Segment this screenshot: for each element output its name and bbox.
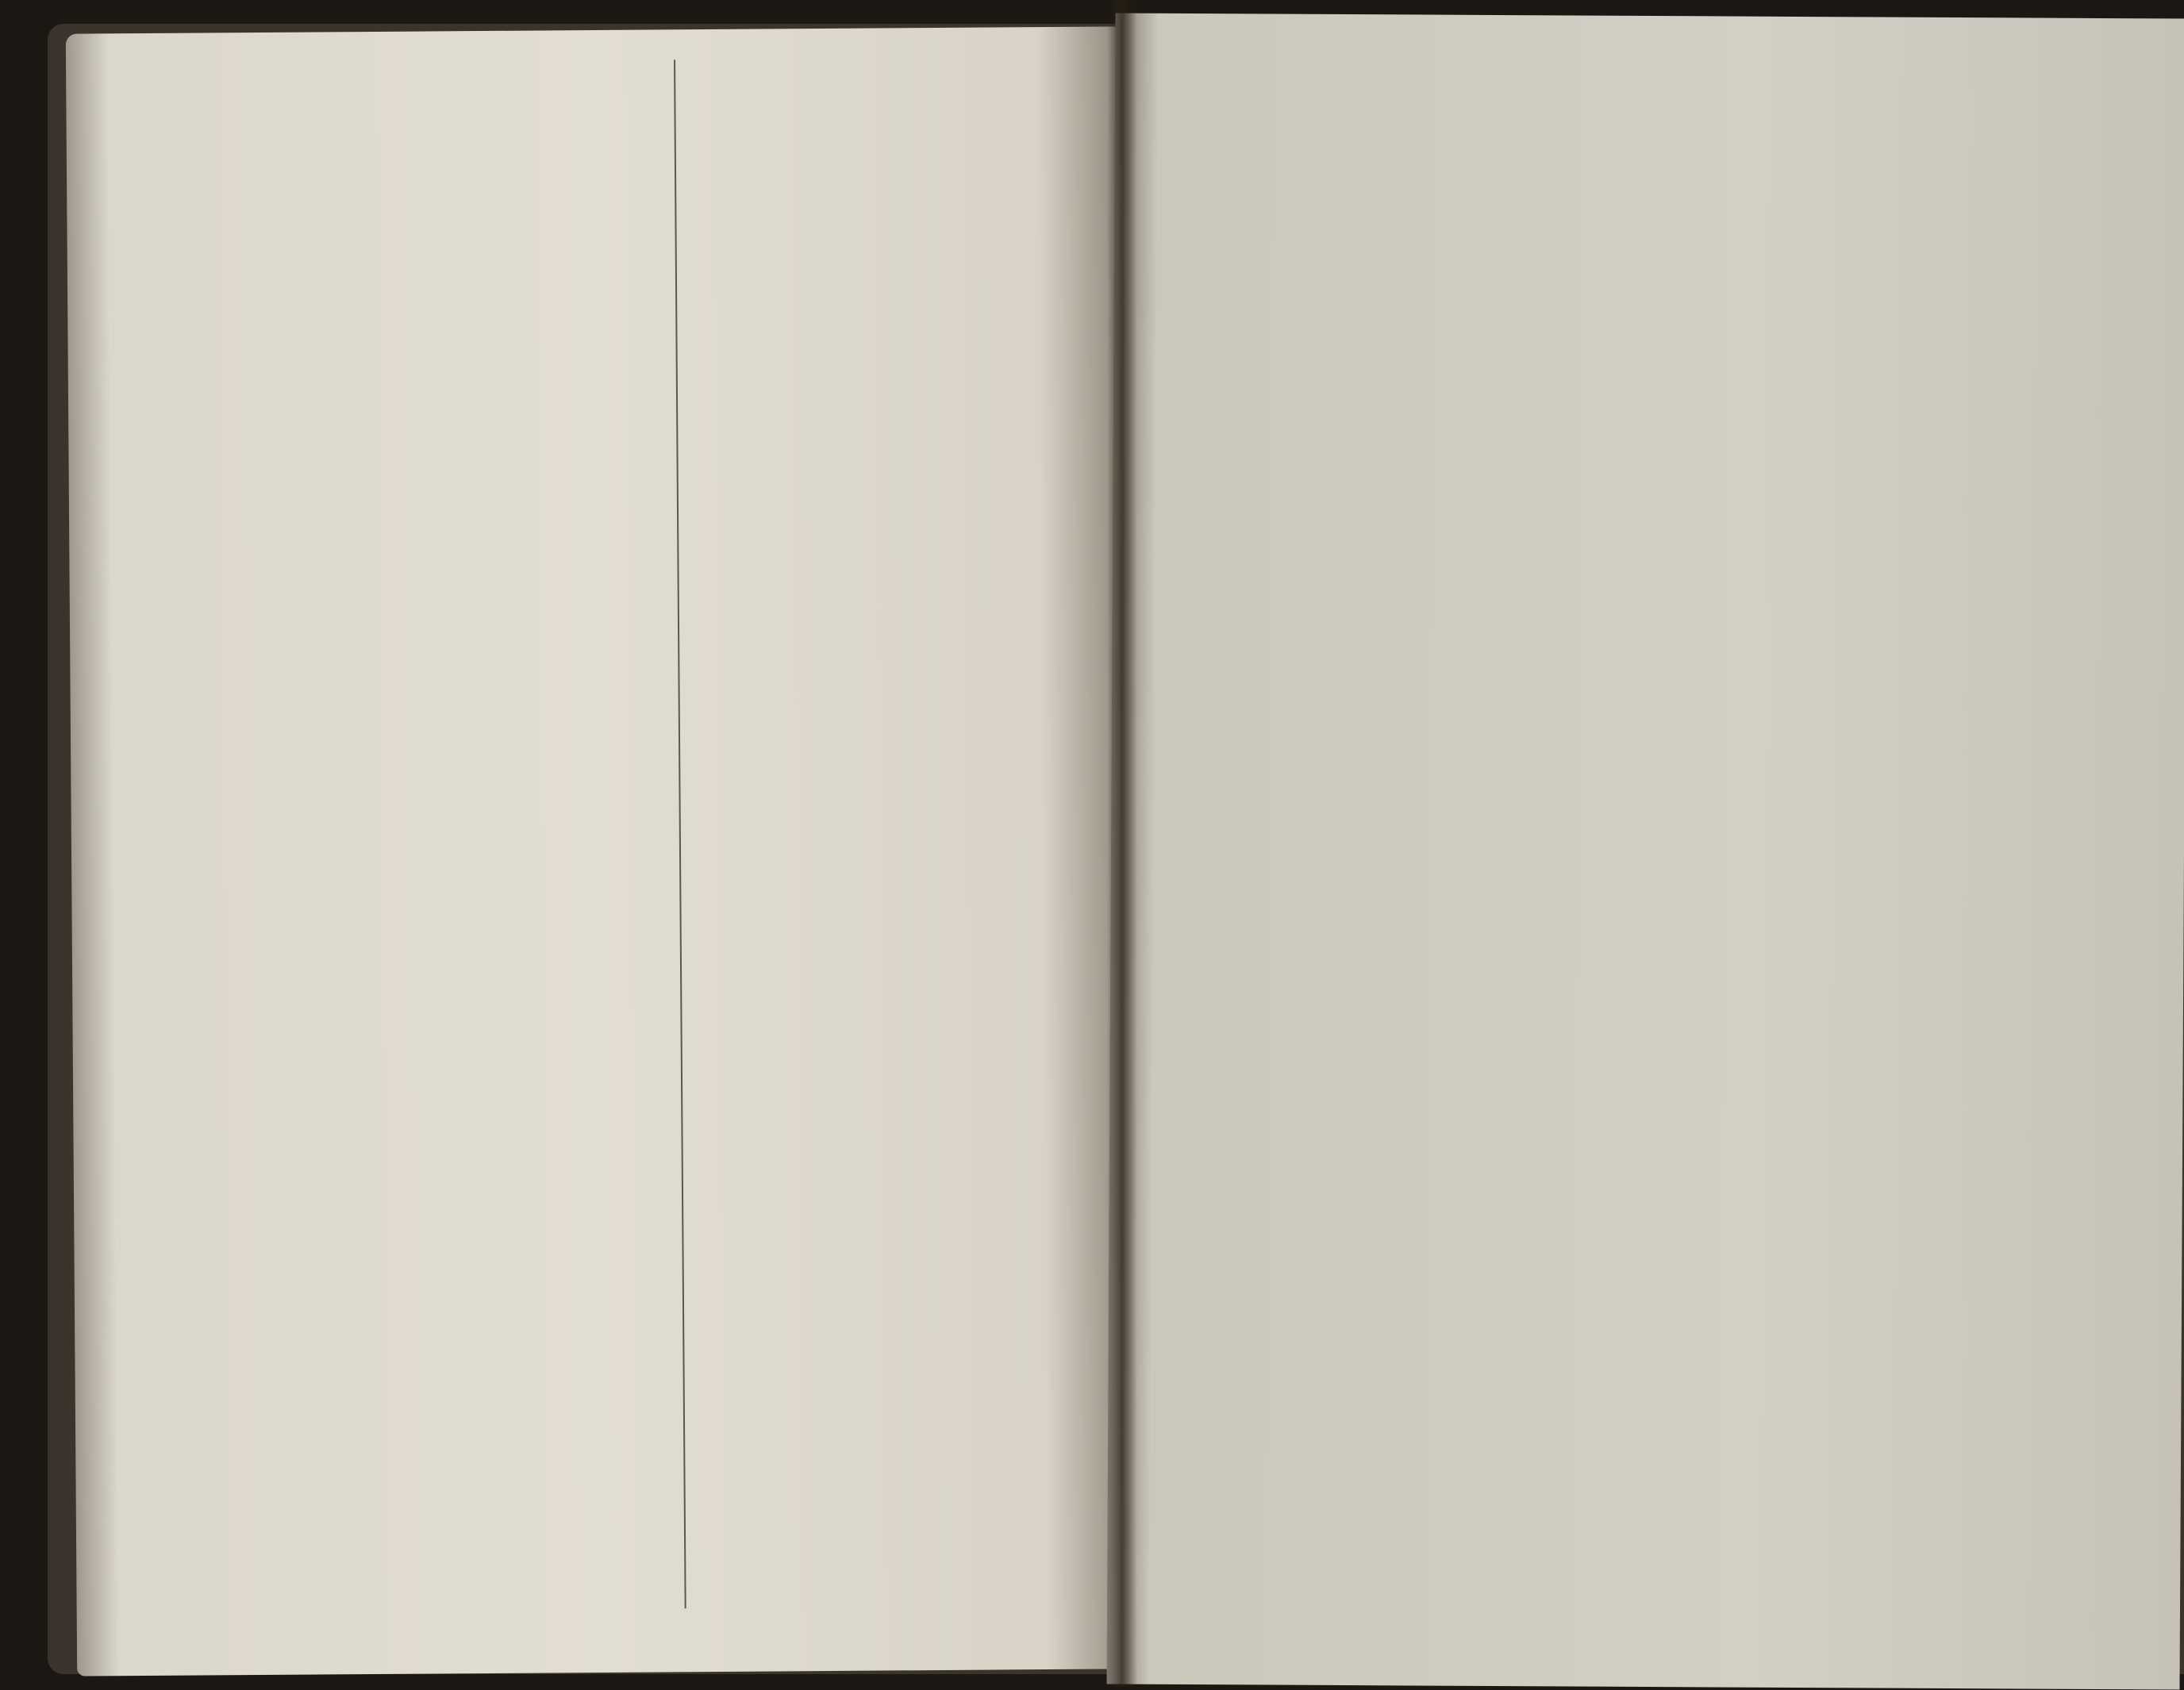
instructions-column-1 [153, 53, 672, 1627]
census-table-grid [1121, 56, 2085, 1508]
column-divider [674, 60, 686, 1608]
instructions-column-2 [686, 50, 1132, 1624]
left-page [66, 26, 1132, 1676]
census-form-table [1121, 56, 2085, 1508]
